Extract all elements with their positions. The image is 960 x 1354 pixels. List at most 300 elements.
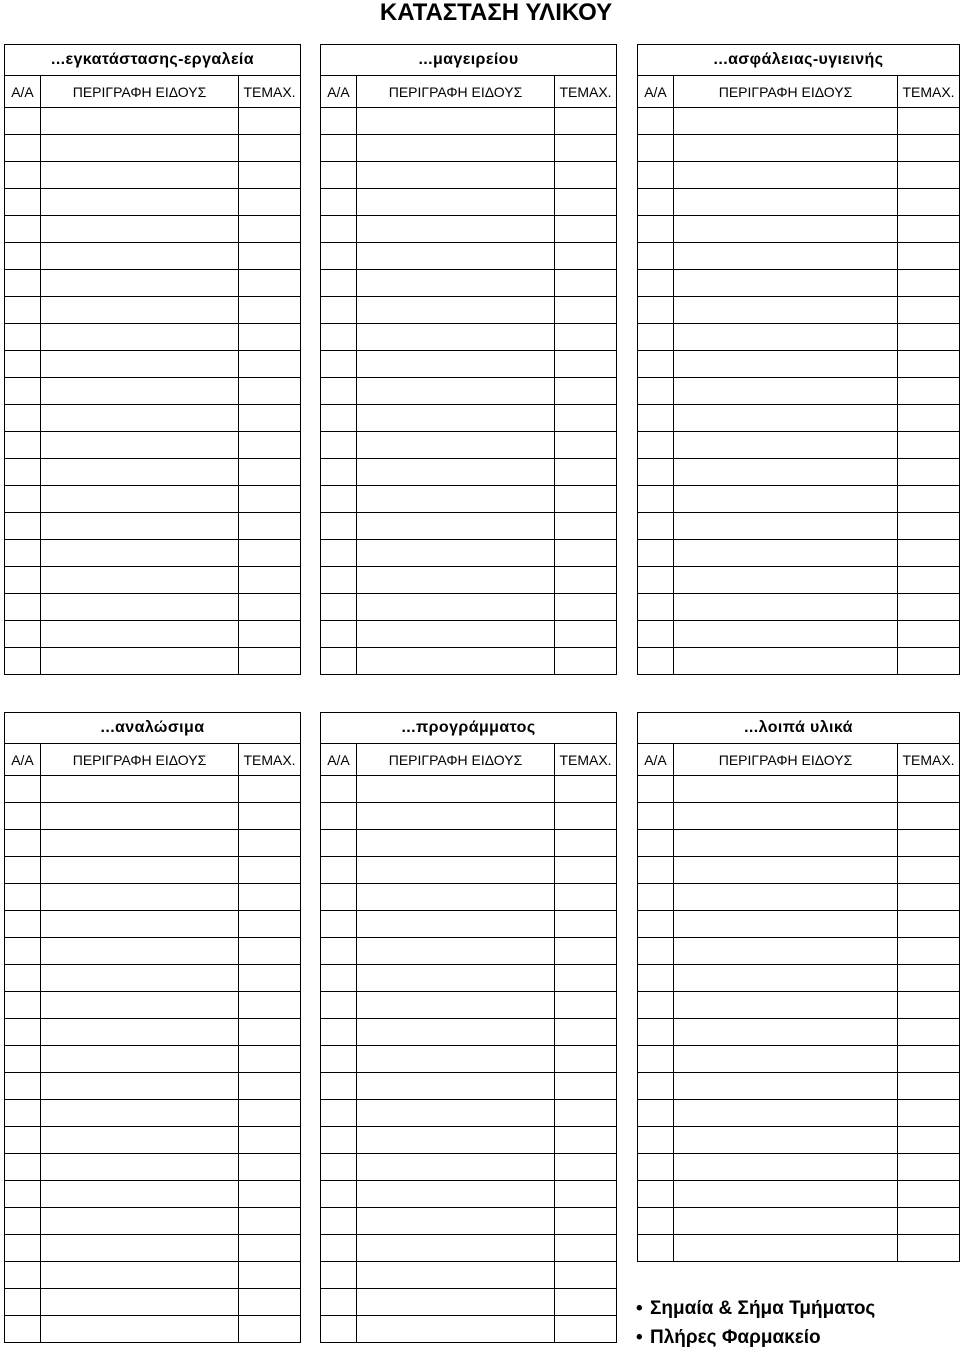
description-cell[interactable] — [357, 432, 555, 459]
aa-cell[interactable] — [5, 486, 41, 513]
quantity-cell[interactable] — [898, 803, 960, 830]
quantity-cell[interactable] — [239, 270, 301, 297]
aa-cell[interactable] — [5, 594, 41, 621]
description-cell[interactable] — [357, 1289, 555, 1316]
aa-cell[interactable] — [321, 594, 357, 621]
aa-cell[interactable] — [321, 1046, 357, 1073]
quantity-cell[interactable] — [239, 1289, 301, 1316]
quantity-cell[interactable] — [555, 378, 617, 405]
aa-cell[interactable] — [321, 1289, 357, 1316]
aa-cell[interactable] — [5, 965, 41, 992]
description-cell[interactable] — [41, 1181, 239, 1208]
description-cell[interactable] — [41, 911, 239, 938]
quantity-cell[interactable] — [555, 992, 617, 1019]
description-cell[interactable] — [357, 1208, 555, 1235]
quantity-cell[interactable] — [239, 162, 301, 189]
aa-cell[interactable] — [321, 162, 357, 189]
description-cell[interactable] — [357, 1262, 555, 1289]
aa-cell[interactable] — [5, 189, 41, 216]
aa-cell[interactable] — [5, 270, 41, 297]
quantity-cell[interactable] — [898, 162, 960, 189]
description-cell[interactable] — [357, 776, 555, 803]
description-cell[interactable] — [357, 324, 555, 351]
quantity-cell[interactable] — [555, 216, 617, 243]
aa-cell[interactable] — [638, 216, 674, 243]
quantity-cell[interactable] — [239, 459, 301, 486]
aa-cell[interactable] — [5, 1073, 41, 1100]
aa-cell[interactable] — [638, 1046, 674, 1073]
aa-cell[interactable] — [638, 1100, 674, 1127]
aa-cell[interactable] — [5, 135, 41, 162]
quantity-cell[interactable] — [898, 1181, 960, 1208]
quantity-cell[interactable] — [555, 621, 617, 648]
quantity-cell[interactable] — [239, 567, 301, 594]
aa-cell[interactable] — [638, 1073, 674, 1100]
description-cell[interactable] — [357, 162, 555, 189]
quantity-cell[interactable] — [898, 1100, 960, 1127]
aa-cell[interactable] — [638, 965, 674, 992]
quantity-cell[interactable] — [239, 108, 301, 135]
quantity-cell[interactable] — [898, 351, 960, 378]
quantity-cell[interactable] — [555, 1019, 617, 1046]
description-cell[interactable] — [357, 351, 555, 378]
aa-cell[interactable] — [638, 803, 674, 830]
aa-cell[interactable] — [5, 830, 41, 857]
description-cell[interactable] — [357, 1154, 555, 1181]
aa-cell[interactable] — [5, 1181, 41, 1208]
quantity-cell[interactable] — [898, 189, 960, 216]
quantity-cell[interactable] — [239, 911, 301, 938]
description-cell[interactable] — [674, 459, 898, 486]
description-cell[interactable] — [674, 1073, 898, 1100]
quantity-cell[interactable] — [898, 1019, 960, 1046]
aa-cell[interactable] — [321, 1316, 357, 1343]
description-cell[interactable] — [674, 911, 898, 938]
aa-cell[interactable] — [638, 567, 674, 594]
quantity-cell[interactable] — [239, 1208, 301, 1235]
quantity-cell[interactable] — [239, 884, 301, 911]
aa-cell[interactable] — [321, 135, 357, 162]
aa-cell[interactable] — [5, 1019, 41, 1046]
aa-cell[interactable] — [638, 1127, 674, 1154]
description-cell[interactable] — [674, 1127, 898, 1154]
aa-cell[interactable] — [5, 378, 41, 405]
aa-cell[interactable] — [321, 486, 357, 513]
description-cell[interactable] — [41, 405, 239, 432]
aa-cell[interactable] — [5, 108, 41, 135]
quantity-cell[interactable] — [239, 938, 301, 965]
description-cell[interactable] — [41, 513, 239, 540]
aa-cell[interactable] — [321, 189, 357, 216]
quantity-cell[interactable] — [555, 1289, 617, 1316]
description-cell[interactable] — [41, 1019, 239, 1046]
quantity-cell[interactable] — [898, 992, 960, 1019]
aa-cell[interactable] — [321, 324, 357, 351]
description-cell[interactable] — [674, 324, 898, 351]
aa-cell[interactable] — [638, 911, 674, 938]
description-cell[interactable] — [674, 992, 898, 1019]
quantity-cell[interactable] — [555, 1262, 617, 1289]
description-cell[interactable] — [41, 1316, 239, 1343]
aa-cell[interactable] — [638, 648, 674, 675]
aa-cell[interactable] — [638, 992, 674, 1019]
quantity-cell[interactable] — [555, 513, 617, 540]
description-cell[interactable] — [357, 621, 555, 648]
aa-cell[interactable] — [638, 297, 674, 324]
description-cell[interactable] — [357, 378, 555, 405]
aa-cell[interactable] — [5, 459, 41, 486]
quantity-cell[interactable] — [239, 992, 301, 1019]
aa-cell[interactable] — [321, 1127, 357, 1154]
description-cell[interactable] — [41, 378, 239, 405]
quantity-cell[interactable] — [898, 378, 960, 405]
quantity-cell[interactable] — [555, 432, 617, 459]
quantity-cell[interactable] — [555, 243, 617, 270]
quantity-cell[interactable] — [898, 243, 960, 270]
description-cell[interactable] — [357, 830, 555, 857]
description-cell[interactable] — [674, 594, 898, 621]
quantity-cell[interactable] — [555, 486, 617, 513]
description-cell[interactable] — [674, 243, 898, 270]
description-cell[interactable] — [674, 1019, 898, 1046]
aa-cell[interactable] — [321, 351, 357, 378]
quantity-cell[interactable] — [555, 965, 617, 992]
quantity-cell[interactable] — [555, 1073, 617, 1100]
description-cell[interactable] — [674, 1154, 898, 1181]
quantity-cell[interactable] — [898, 830, 960, 857]
quantity-cell[interactable] — [239, 1316, 301, 1343]
description-cell[interactable] — [41, 567, 239, 594]
quantity-cell[interactable] — [555, 803, 617, 830]
description-cell[interactable] — [41, 1289, 239, 1316]
quantity-cell[interactable] — [239, 540, 301, 567]
aa-cell[interactable] — [321, 776, 357, 803]
aa-cell[interactable] — [321, 432, 357, 459]
aa-cell[interactable] — [5, 1235, 41, 1262]
aa-cell[interactable] — [5, 648, 41, 675]
aa-cell[interactable] — [638, 1019, 674, 1046]
description-cell[interactable] — [41, 432, 239, 459]
quantity-cell[interactable] — [239, 1073, 301, 1100]
description-cell[interactable] — [357, 405, 555, 432]
description-cell[interactable] — [674, 405, 898, 432]
quantity-cell[interactable] — [898, 1235, 960, 1262]
description-cell[interactable] — [41, 1046, 239, 1073]
aa-cell[interactable] — [321, 1208, 357, 1235]
description-cell[interactable] — [357, 567, 555, 594]
description-cell[interactable] — [41, 1262, 239, 1289]
quantity-cell[interactable] — [898, 857, 960, 884]
quantity-cell[interactable] — [898, 648, 960, 675]
description-cell[interactable] — [357, 1046, 555, 1073]
description-cell[interactable] — [41, 884, 239, 911]
description-cell[interactable] — [674, 884, 898, 911]
quantity-cell[interactable] — [239, 216, 301, 243]
aa-cell[interactable] — [321, 803, 357, 830]
quantity-cell[interactable] — [898, 459, 960, 486]
quantity-cell[interactable] — [239, 857, 301, 884]
aa-cell[interactable] — [5, 432, 41, 459]
aa-cell[interactable] — [5, 938, 41, 965]
quantity-cell[interactable] — [555, 270, 617, 297]
quantity-cell[interactable] — [239, 297, 301, 324]
description-cell[interactable] — [357, 243, 555, 270]
quantity-cell[interactable] — [239, 621, 301, 648]
description-cell[interactable] — [41, 621, 239, 648]
aa-cell[interactable] — [5, 513, 41, 540]
aa-cell[interactable] — [321, 1181, 357, 1208]
description-cell[interactable] — [357, 938, 555, 965]
aa-cell[interactable] — [5, 1289, 41, 1316]
quantity-cell[interactable] — [239, 648, 301, 675]
quantity-cell[interactable] — [239, 965, 301, 992]
description-cell[interactable] — [357, 648, 555, 675]
description-cell[interactable] — [41, 965, 239, 992]
description-cell[interactable] — [41, 1235, 239, 1262]
description-cell[interactable] — [41, 243, 239, 270]
description-cell[interactable] — [357, 911, 555, 938]
quantity-cell[interactable] — [555, 1181, 617, 1208]
quantity-cell[interactable] — [239, 1181, 301, 1208]
aa-cell[interactable] — [638, 459, 674, 486]
quantity-cell[interactable] — [555, 594, 617, 621]
description-cell[interactable] — [41, 857, 239, 884]
description-cell[interactable] — [41, 594, 239, 621]
description-cell[interactable] — [357, 540, 555, 567]
quantity-cell[interactable] — [898, 594, 960, 621]
aa-cell[interactable] — [638, 270, 674, 297]
description-cell[interactable] — [357, 992, 555, 1019]
aa-cell[interactable] — [321, 567, 357, 594]
aa-cell[interactable] — [5, 162, 41, 189]
description-cell[interactable] — [674, 1235, 898, 1262]
description-cell[interactable] — [41, 135, 239, 162]
quantity-cell[interactable] — [555, 189, 617, 216]
description-cell[interactable] — [674, 162, 898, 189]
aa-cell[interactable] — [321, 884, 357, 911]
description-cell[interactable] — [41, 830, 239, 857]
description-cell[interactable] — [674, 486, 898, 513]
description-cell[interactable] — [357, 1019, 555, 1046]
quantity-cell[interactable] — [239, 486, 301, 513]
description-cell[interactable] — [41, 1100, 239, 1127]
quantity-cell[interactable] — [898, 405, 960, 432]
aa-cell[interactable] — [638, 432, 674, 459]
aa-cell[interactable] — [5, 1046, 41, 1073]
description-cell[interactable] — [674, 432, 898, 459]
quantity-cell[interactable] — [898, 540, 960, 567]
aa-cell[interactable] — [321, 459, 357, 486]
description-cell[interactable] — [357, 459, 555, 486]
quantity-cell[interactable] — [898, 938, 960, 965]
quantity-cell[interactable] — [898, 884, 960, 911]
aa-cell[interactable] — [638, 938, 674, 965]
description-cell[interactable] — [674, 621, 898, 648]
description-cell[interactable] — [357, 513, 555, 540]
aa-cell[interactable] — [5, 1100, 41, 1127]
description-cell[interactable] — [357, 1316, 555, 1343]
quantity-cell[interactable] — [555, 830, 617, 857]
description-cell[interactable] — [41, 776, 239, 803]
description-cell[interactable] — [674, 830, 898, 857]
description-cell[interactable] — [357, 1100, 555, 1127]
description-cell[interactable] — [41, 992, 239, 1019]
description-cell[interactable] — [357, 1181, 555, 1208]
quantity-cell[interactable] — [555, 405, 617, 432]
description-cell[interactable] — [41, 648, 239, 675]
aa-cell[interactable] — [321, 1262, 357, 1289]
quantity-cell[interactable] — [555, 857, 617, 884]
aa-cell[interactable] — [638, 1208, 674, 1235]
quantity-cell[interactable] — [239, 830, 301, 857]
quantity-cell[interactable] — [898, 1154, 960, 1181]
aa-cell[interactable] — [638, 1235, 674, 1262]
description-cell[interactable] — [674, 270, 898, 297]
quantity-cell[interactable] — [898, 324, 960, 351]
aa-cell[interactable] — [321, 378, 357, 405]
quantity-cell[interactable] — [239, 1127, 301, 1154]
description-cell[interactable] — [41, 459, 239, 486]
aa-cell[interactable] — [638, 405, 674, 432]
aa-cell[interactable] — [321, 1235, 357, 1262]
aa-cell[interactable] — [638, 162, 674, 189]
aa-cell[interactable] — [5, 621, 41, 648]
aa-cell[interactable] — [5, 992, 41, 1019]
aa-cell[interactable] — [638, 776, 674, 803]
quantity-cell[interactable] — [239, 1154, 301, 1181]
aa-cell[interactable] — [321, 965, 357, 992]
description-cell[interactable] — [674, 1046, 898, 1073]
description-cell[interactable] — [41, 270, 239, 297]
aa-cell[interactable] — [638, 351, 674, 378]
quantity-cell[interactable] — [555, 1235, 617, 1262]
aa-cell[interactable] — [638, 540, 674, 567]
quantity-cell[interactable] — [239, 243, 301, 270]
aa-cell[interactable] — [321, 857, 357, 884]
quantity-cell[interactable] — [239, 405, 301, 432]
description-cell[interactable] — [357, 270, 555, 297]
description-cell[interactable] — [674, 648, 898, 675]
aa-cell[interactable] — [5, 351, 41, 378]
aa-cell[interactable] — [5, 1262, 41, 1289]
quantity-cell[interactable] — [898, 965, 960, 992]
description-cell[interactable] — [41, 1154, 239, 1181]
quantity-cell[interactable] — [239, 432, 301, 459]
quantity-cell[interactable] — [898, 1208, 960, 1235]
quantity-cell[interactable] — [898, 776, 960, 803]
aa-cell[interactable] — [321, 648, 357, 675]
aa-cell[interactable] — [5, 324, 41, 351]
quantity-cell[interactable] — [239, 803, 301, 830]
quantity-cell[interactable] — [898, 911, 960, 938]
quantity-cell[interactable] — [898, 432, 960, 459]
quantity-cell[interactable] — [898, 1073, 960, 1100]
quantity-cell[interactable] — [555, 540, 617, 567]
quantity-cell[interactable] — [239, 1046, 301, 1073]
aa-cell[interactable] — [321, 1073, 357, 1100]
description-cell[interactable] — [357, 803, 555, 830]
aa-cell[interactable] — [321, 405, 357, 432]
aa-cell[interactable] — [321, 911, 357, 938]
description-cell[interactable] — [357, 189, 555, 216]
description-cell[interactable] — [357, 594, 555, 621]
description-cell[interactable] — [41, 297, 239, 324]
quantity-cell[interactable] — [898, 297, 960, 324]
aa-cell[interactable] — [5, 884, 41, 911]
aa-cell[interactable] — [638, 830, 674, 857]
aa-cell[interactable] — [321, 243, 357, 270]
quantity-cell[interactable] — [555, 324, 617, 351]
description-cell[interactable] — [674, 803, 898, 830]
description-cell[interactable] — [357, 1235, 555, 1262]
aa-cell[interactable] — [5, 243, 41, 270]
description-cell[interactable] — [674, 938, 898, 965]
description-cell[interactable] — [41, 108, 239, 135]
aa-cell[interactable] — [638, 1181, 674, 1208]
quantity-cell[interactable] — [239, 189, 301, 216]
aa-cell[interactable] — [321, 621, 357, 648]
aa-cell[interactable] — [5, 911, 41, 938]
aa-cell[interactable] — [5, 803, 41, 830]
aa-cell[interactable] — [638, 189, 674, 216]
aa-cell[interactable] — [5, 297, 41, 324]
aa-cell[interactable] — [5, 1154, 41, 1181]
quantity-cell[interactable] — [898, 216, 960, 243]
description-cell[interactable] — [674, 108, 898, 135]
description-cell[interactable] — [674, 135, 898, 162]
quantity-cell[interactable] — [555, 884, 617, 911]
description-cell[interactable] — [674, 351, 898, 378]
quantity-cell[interactable] — [555, 459, 617, 486]
aa-cell[interactable] — [321, 108, 357, 135]
description-cell[interactable] — [41, 486, 239, 513]
aa-cell[interactable] — [5, 540, 41, 567]
description-cell[interactable] — [674, 1100, 898, 1127]
description-cell[interactable] — [41, 1127, 239, 1154]
quantity-cell[interactable] — [555, 108, 617, 135]
description-cell[interactable] — [357, 965, 555, 992]
aa-cell[interactable] — [5, 216, 41, 243]
quantity-cell[interactable] — [239, 513, 301, 540]
aa-cell[interactable] — [321, 540, 357, 567]
quantity-cell[interactable] — [555, 135, 617, 162]
description-cell[interactable] — [357, 297, 555, 324]
aa-cell[interactable] — [5, 405, 41, 432]
aa-cell[interactable] — [321, 1154, 357, 1181]
aa-cell[interactable] — [638, 594, 674, 621]
aa-cell[interactable] — [5, 776, 41, 803]
description-cell[interactable] — [41, 540, 239, 567]
description-cell[interactable] — [674, 189, 898, 216]
description-cell[interactable] — [674, 567, 898, 594]
quantity-cell[interactable] — [898, 621, 960, 648]
quantity-cell[interactable] — [898, 270, 960, 297]
aa-cell[interactable] — [638, 621, 674, 648]
description-cell[interactable] — [41, 1073, 239, 1100]
quantity-cell[interactable] — [555, 1100, 617, 1127]
quantity-cell[interactable] — [239, 351, 301, 378]
description-cell[interactable] — [674, 378, 898, 405]
quantity-cell[interactable] — [555, 911, 617, 938]
description-cell[interactable] — [357, 135, 555, 162]
description-cell[interactable] — [41, 324, 239, 351]
aa-cell[interactable] — [638, 135, 674, 162]
quantity-cell[interactable] — [898, 486, 960, 513]
quantity-cell[interactable] — [555, 1208, 617, 1235]
quantity-cell[interactable] — [555, 1127, 617, 1154]
aa-cell[interactable] — [5, 857, 41, 884]
quantity-cell[interactable] — [555, 351, 617, 378]
